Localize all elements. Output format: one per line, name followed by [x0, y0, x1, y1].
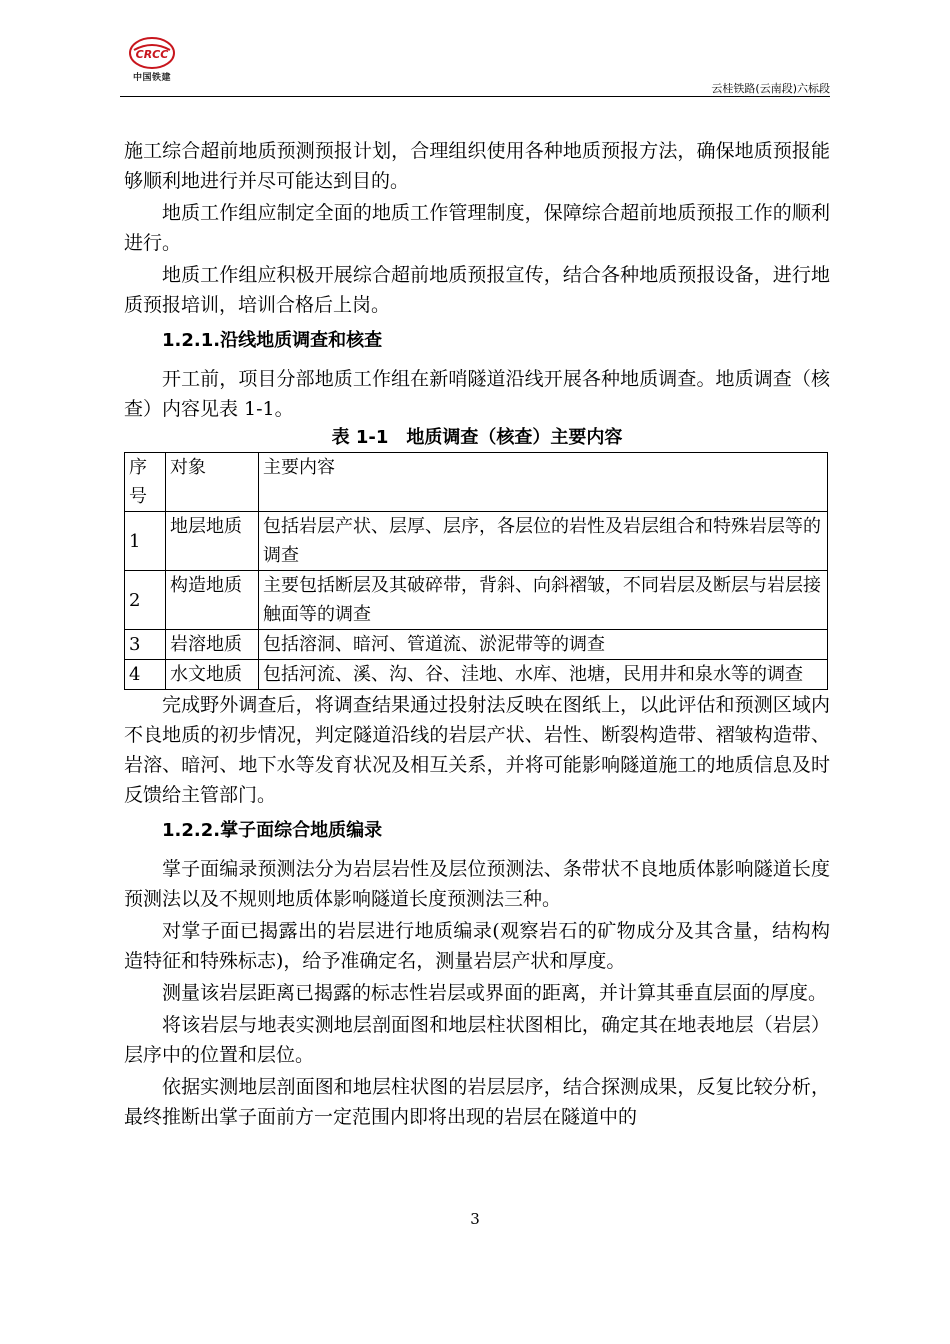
table-caption: 表 1-1 地质调查（核查）主要内容: [331, 427, 623, 448]
survey-table: [124, 452, 828, 690]
paragraph: 测量该岩层距离已揭露的标志性岩层或界面的距离，并计算其垂直层面的厚度。: [162, 982, 828, 1004]
row-content: 包括岩层产状、层厚、层序，各层位的岩性及岩层组合和特殊岩层等的调查: [259, 512, 828, 571]
page-body: [124, 136, 830, 1134]
header-divider: [120, 96, 830, 97]
table-row: [125, 571, 828, 630]
table-header-cell: 主要内容: [259, 453, 828, 512]
row-content: 包括溶洞、暗河、管道流、淤泥带等的调查: [259, 630, 828, 660]
page-number: 3: [470, 1210, 480, 1228]
paragraph: 地质工作组应制定全面的地质工作管理制度，保障综合超前地质预报工作的顺利进行。: [124, 202, 830, 254]
header-section-title: 云桂铁路(云南段)六标段: [711, 82, 830, 95]
company-logo: [124, 36, 180, 86]
table-header-row: [125, 453, 828, 512]
paragraph: 开工前，项目分部地质工作组在新哨隧道沿线开展各种地质调查。地质调查（核查）内容见表 1-1。: [124, 368, 830, 420]
row-number: 2: [125, 571, 166, 630]
table-header-cell: 序号: [125, 453, 166, 512]
section-heading-1-2-2: 1.2.2.掌子面综合地质编录: [162, 820, 383, 841]
paragraph: 将该岩层与地表实测地层剖面图和地层柱状图相比，确定其在地表地层（岩层）层序中的位置和层位。: [124, 1014, 830, 1066]
paragraph: 施工综合超前地质预测预报计划，合理组织使用各种地质预报方法，确保地质预报能够顺利地进行并尽可能达到目的。: [124, 140, 830, 192]
row-number: 1: [125, 512, 166, 571]
row-number: 3: [125, 630, 166, 660]
paragraph: 完成野外调查后，将调查结果通过投射法反映在图纸上，以此评估和预测区域内不良地质的初步情况，判定隧道沿线的岩层产状、岩性、断裂构造带、褶皱构造带、岩溶、暗河、地下水等发育状况及相互关系，并将可能影响隧道施工的地质信息及时反馈给主管部门。: [124, 694, 830, 806]
paragraph: 地质工作组应积极开展综合超前地质预报宣传，结合各种地质预报设备，进行地质预报培训，培训合格后上岗。: [124, 264, 830, 316]
logo-mark-text: CRCC: [135, 48, 169, 61]
logo-text: 中国铁建: [132, 73, 171, 83]
paragraph: 对掌子面已揭露出的岩层进行地质编录(观察岩石的矿物成分及其含量，结构构造特征和特殊标志)，给予准确定名，测量岩层产状和厚度。: [124, 920, 830, 972]
table-header-cell: 对象: [166, 453, 259, 512]
paragraph: 掌子面编录预测法分为岩层岩性及层位预测法、条带状不良地质体影响隧道长度预测法以及不规则地质体影响隧道长度预测法三种。: [124, 858, 830, 910]
paragraph: 依据实测地层剖面图和地层柱状图的岩层层序，结合探测成果，反复比较分析，最终推断出掌子面前方一定范围内即将出现的岩层在隧道中的: [124, 1076, 830, 1128]
row-object: 地层地质: [166, 512, 259, 571]
row-object: 构造地质: [166, 571, 259, 630]
row-number: 4: [125, 660, 166, 690]
table-row: [125, 512, 828, 571]
table-row: [125, 630, 828, 660]
row-content: 包括河流、溪、沟、谷、洼地、水库、池塘，民用井和泉水等的调查: [259, 660, 828, 690]
section-heading-1-2-1: 1.2.1.沿线地质调查和核查: [162, 330, 383, 351]
row-content: 主要包括断层及其破碎带，背斜、向斜褶皱，不同岩层及断层与岩层接触面等的调查: [259, 571, 828, 630]
table-row: [125, 660, 828, 690]
row-object: 岩溶地质: [166, 630, 259, 660]
row-object: 水文地质: [166, 660, 259, 690]
crcc-logo-icon: [128, 36, 176, 70]
